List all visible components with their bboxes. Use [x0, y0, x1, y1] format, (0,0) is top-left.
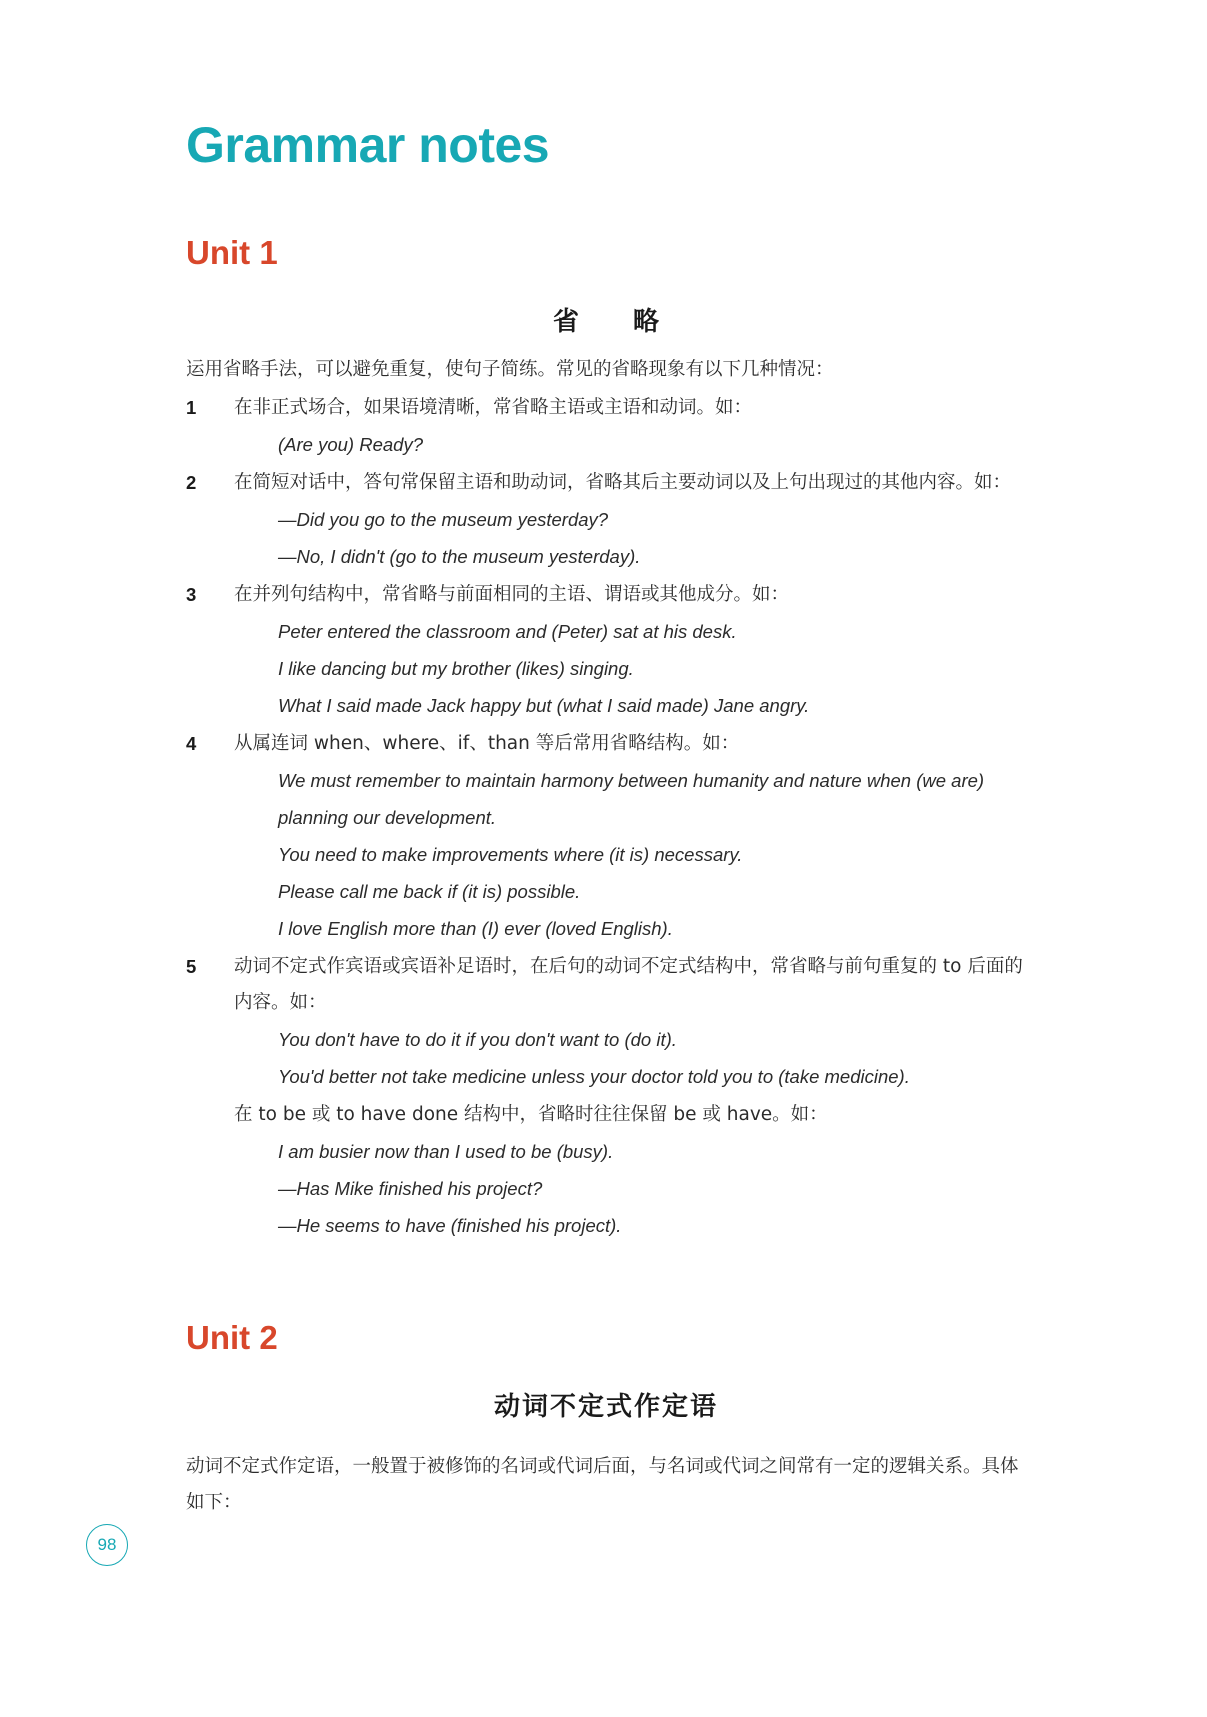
item-example: I love English more than (I) ever (loved English).	[278, 917, 673, 939]
item-subnote: 在 to be 或 to have done 结构中，省略时往往保留 be 或 have。如：	[234, 1104, 828, 1126]
item-text: 动词不定式作宾语或宾语补足语时，在后句的动词不定式结构中，常省略与前句重复的 to 后面的内容。如：	[234, 955, 1023, 1013]
grammar-item	[186, 726, 1026, 947]
item-example: (Are you) Ready?	[278, 433, 423, 455]
unit-1-heading: Unit 1	[186, 234, 278, 271]
item-body	[234, 390, 1026, 463]
item-text: 在并列句结构中，常省略与前面相同的主语、谓语或其他成分。如：	[234, 583, 790, 605]
item-example: —He seems to have (finished his project).	[278, 1215, 622, 1237]
item-example: Please call me back if (it is) possible.	[278, 880, 581, 902]
item-number: 1	[186, 396, 197, 418]
item-example: —Has Mike finished his project?	[278, 1178, 543, 1200]
item-body	[234, 577, 1026, 724]
page-title: Grammar notes	[186, 117, 550, 173]
item-example: —Did you go to the museum yesterday?	[278, 508, 609, 530]
item-example: Peter entered the classroom and (Peter) sat at his desk.	[278, 620, 737, 642]
item-example: You don't have to do it if you don't want to (do it).	[278, 1029, 677, 1051]
item-example: —No, I didn't (go to the museum yesterday).	[278, 545, 641, 567]
unit-2-heading: Unit 2	[186, 1319, 278, 1357]
item-example: What I said made Jack happy but (what I said made) Jane angry.	[278, 694, 810, 716]
unit-2-intro: 动词不定式作定语，一般置于被修饰的名词或代词后面，与名词或代词之间常有一定的逻辑关系。具体如下：	[186, 1455, 1019, 1513]
item-number: 2	[186, 471, 197, 493]
grammar-item	[186, 390, 1026, 463]
item-example: We must remember to maintain harmony between humanity and nature when (we are) planning our development.	[278, 769, 985, 828]
grammar-item	[186, 949, 1026, 1244]
item-number: 3	[186, 583, 197, 605]
item-example: I like dancing but my brother (likes) singing.	[278, 657, 634, 679]
item-body	[234, 465, 1026, 575]
item-text: 在非正式场合，如果语境清晰，常省略主语或主语和动词。如：	[234, 396, 753, 418]
page-content	[186, 0, 1026, 1521]
item-example: You'd better not take medicine unless your doctor told you to (take medicine).	[278, 1066, 910, 1088]
item-body	[234, 726, 1026, 947]
item-example: You need to make improvements where (it is) necessary.	[278, 843, 743, 865]
item-number: 5	[186, 955, 197, 977]
item-body	[234, 949, 1026, 1244]
grammar-item	[186, 465, 1026, 575]
item-text: 从属连词 when、where、if、than 等后常用省略结构。如：	[234, 732, 740, 754]
unit-1-section-title: 省 略	[552, 306, 673, 337]
item-example: I am busier now than I used to be (busy).	[278, 1141, 614, 1163]
item-text: 在简短对话中，答句常保留主语和助动词，省略其后主要动词以及上句出现过的其他内容。如：	[234, 471, 1012, 493]
grammar-item	[186, 577, 1026, 724]
page-number: 98	[86, 1524, 128, 1566]
unit-2-section-title: 动词不定式作定语	[493, 1391, 718, 1422]
unit-1-intro: 运用省略手法，可以避免重复，使句子简练。常见的省略现象有以下几种情况：	[186, 358, 834, 380]
item-number: 4	[186, 732, 197, 754]
